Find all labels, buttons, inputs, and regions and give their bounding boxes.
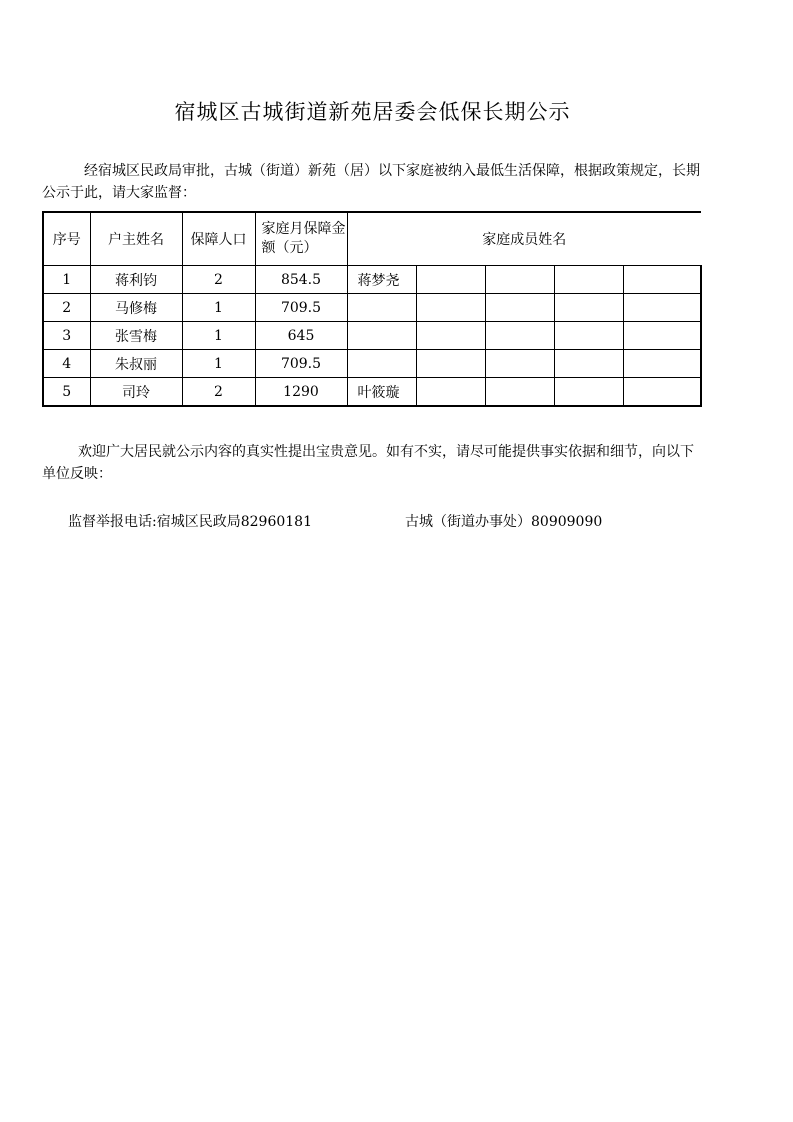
cell-member-empty [623, 378, 701, 407]
cell-member-empty [554, 266, 623, 294]
cell-people: 1 [182, 350, 255, 378]
cell-member-empty [554, 378, 623, 407]
cell-member-empty [416, 322, 485, 350]
cell-amount: 709.5 [255, 294, 347, 322]
cell-member-empty [554, 322, 623, 350]
cell-member-empty [623, 350, 701, 378]
cell-amount: 645 [255, 322, 347, 350]
cell-member-empty [554, 294, 623, 322]
header-no: 序号 [43, 212, 90, 266]
header-family-members: 家庭成员姓名 [347, 212, 701, 266]
header-monthly-amount: 家庭月保障金额（元） [255, 212, 347, 266]
cell-people: 1 [182, 322, 255, 350]
cell-amount: 1290 [255, 378, 347, 407]
cell-member [347, 350, 416, 378]
cell-member-empty [623, 294, 701, 322]
cell-no: 1 [43, 266, 90, 294]
table-row [43, 294, 701, 322]
cell-member-empty [485, 350, 554, 378]
cell-head: 马修梅 [90, 294, 182, 322]
table-row [43, 350, 701, 378]
cell-no: 4 [43, 350, 90, 378]
table-row [43, 378, 701, 407]
cell-no: 2 [43, 294, 90, 322]
feedback-paragraph: 欢迎广大居民就公示内容的真实性提出宝贵意见。如有不实，请尽可能提供事实依据和细节，向以下单位反映： [42, 444, 694, 482]
cell-member-empty [554, 350, 623, 378]
table-row [43, 266, 701, 294]
cell-head: 蒋利钧 [90, 266, 182, 294]
cell-head: 司玲 [90, 378, 182, 407]
cell-member [347, 322, 416, 350]
civil-affairs-hotline: 监督举报电话:宿城区民政局82960181 [68, 514, 312, 530]
cell-member-empty [416, 294, 485, 322]
cell-member: 叶筱璇 [347, 378, 416, 407]
cell-people: 2 [182, 266, 255, 294]
cell-head: 朱叔丽 [90, 350, 182, 378]
cell-member-empty [416, 350, 485, 378]
cell-amount: 854.5 [255, 266, 347, 294]
cell-member-empty [416, 378, 485, 407]
cell-no: 3 [43, 322, 90, 350]
header-covered-people: 保障人口 [182, 212, 255, 266]
cell-member [347, 294, 416, 322]
street-office-hotline: 古城（街道办事处）80909090 [405, 514, 603, 530]
cell-member-empty [485, 294, 554, 322]
cell-head: 张雪梅 [90, 322, 182, 350]
recipient-table [42, 211, 702, 407]
cell-member-empty [485, 322, 554, 350]
table-row [43, 322, 701, 350]
cell-no: 5 [43, 378, 90, 407]
cell-member-empty [623, 322, 701, 350]
cell-amount: 709.5 [255, 350, 347, 378]
cell-people: 2 [182, 378, 255, 407]
cell-member-empty [623, 266, 701, 294]
contact-line [68, 511, 603, 531]
cell-member-empty [485, 378, 554, 407]
cell-people: 1 [182, 294, 255, 322]
cell-member-empty [485, 266, 554, 294]
header-household-head: 户主姓名 [90, 212, 182, 266]
intro-paragraph: 经宿城区民政局审批，古城（街道）新苑（居）以下家庭被纳入最低生活保障，根据政策规定，长期公示于此，请大家监督： [42, 163, 700, 201]
cell-member-empty [416, 266, 485, 294]
page-title: 宿城区古城街道新苑居委会低保长期公示 [174, 100, 571, 124]
cell-member: 蒋梦尧 [347, 266, 416, 294]
